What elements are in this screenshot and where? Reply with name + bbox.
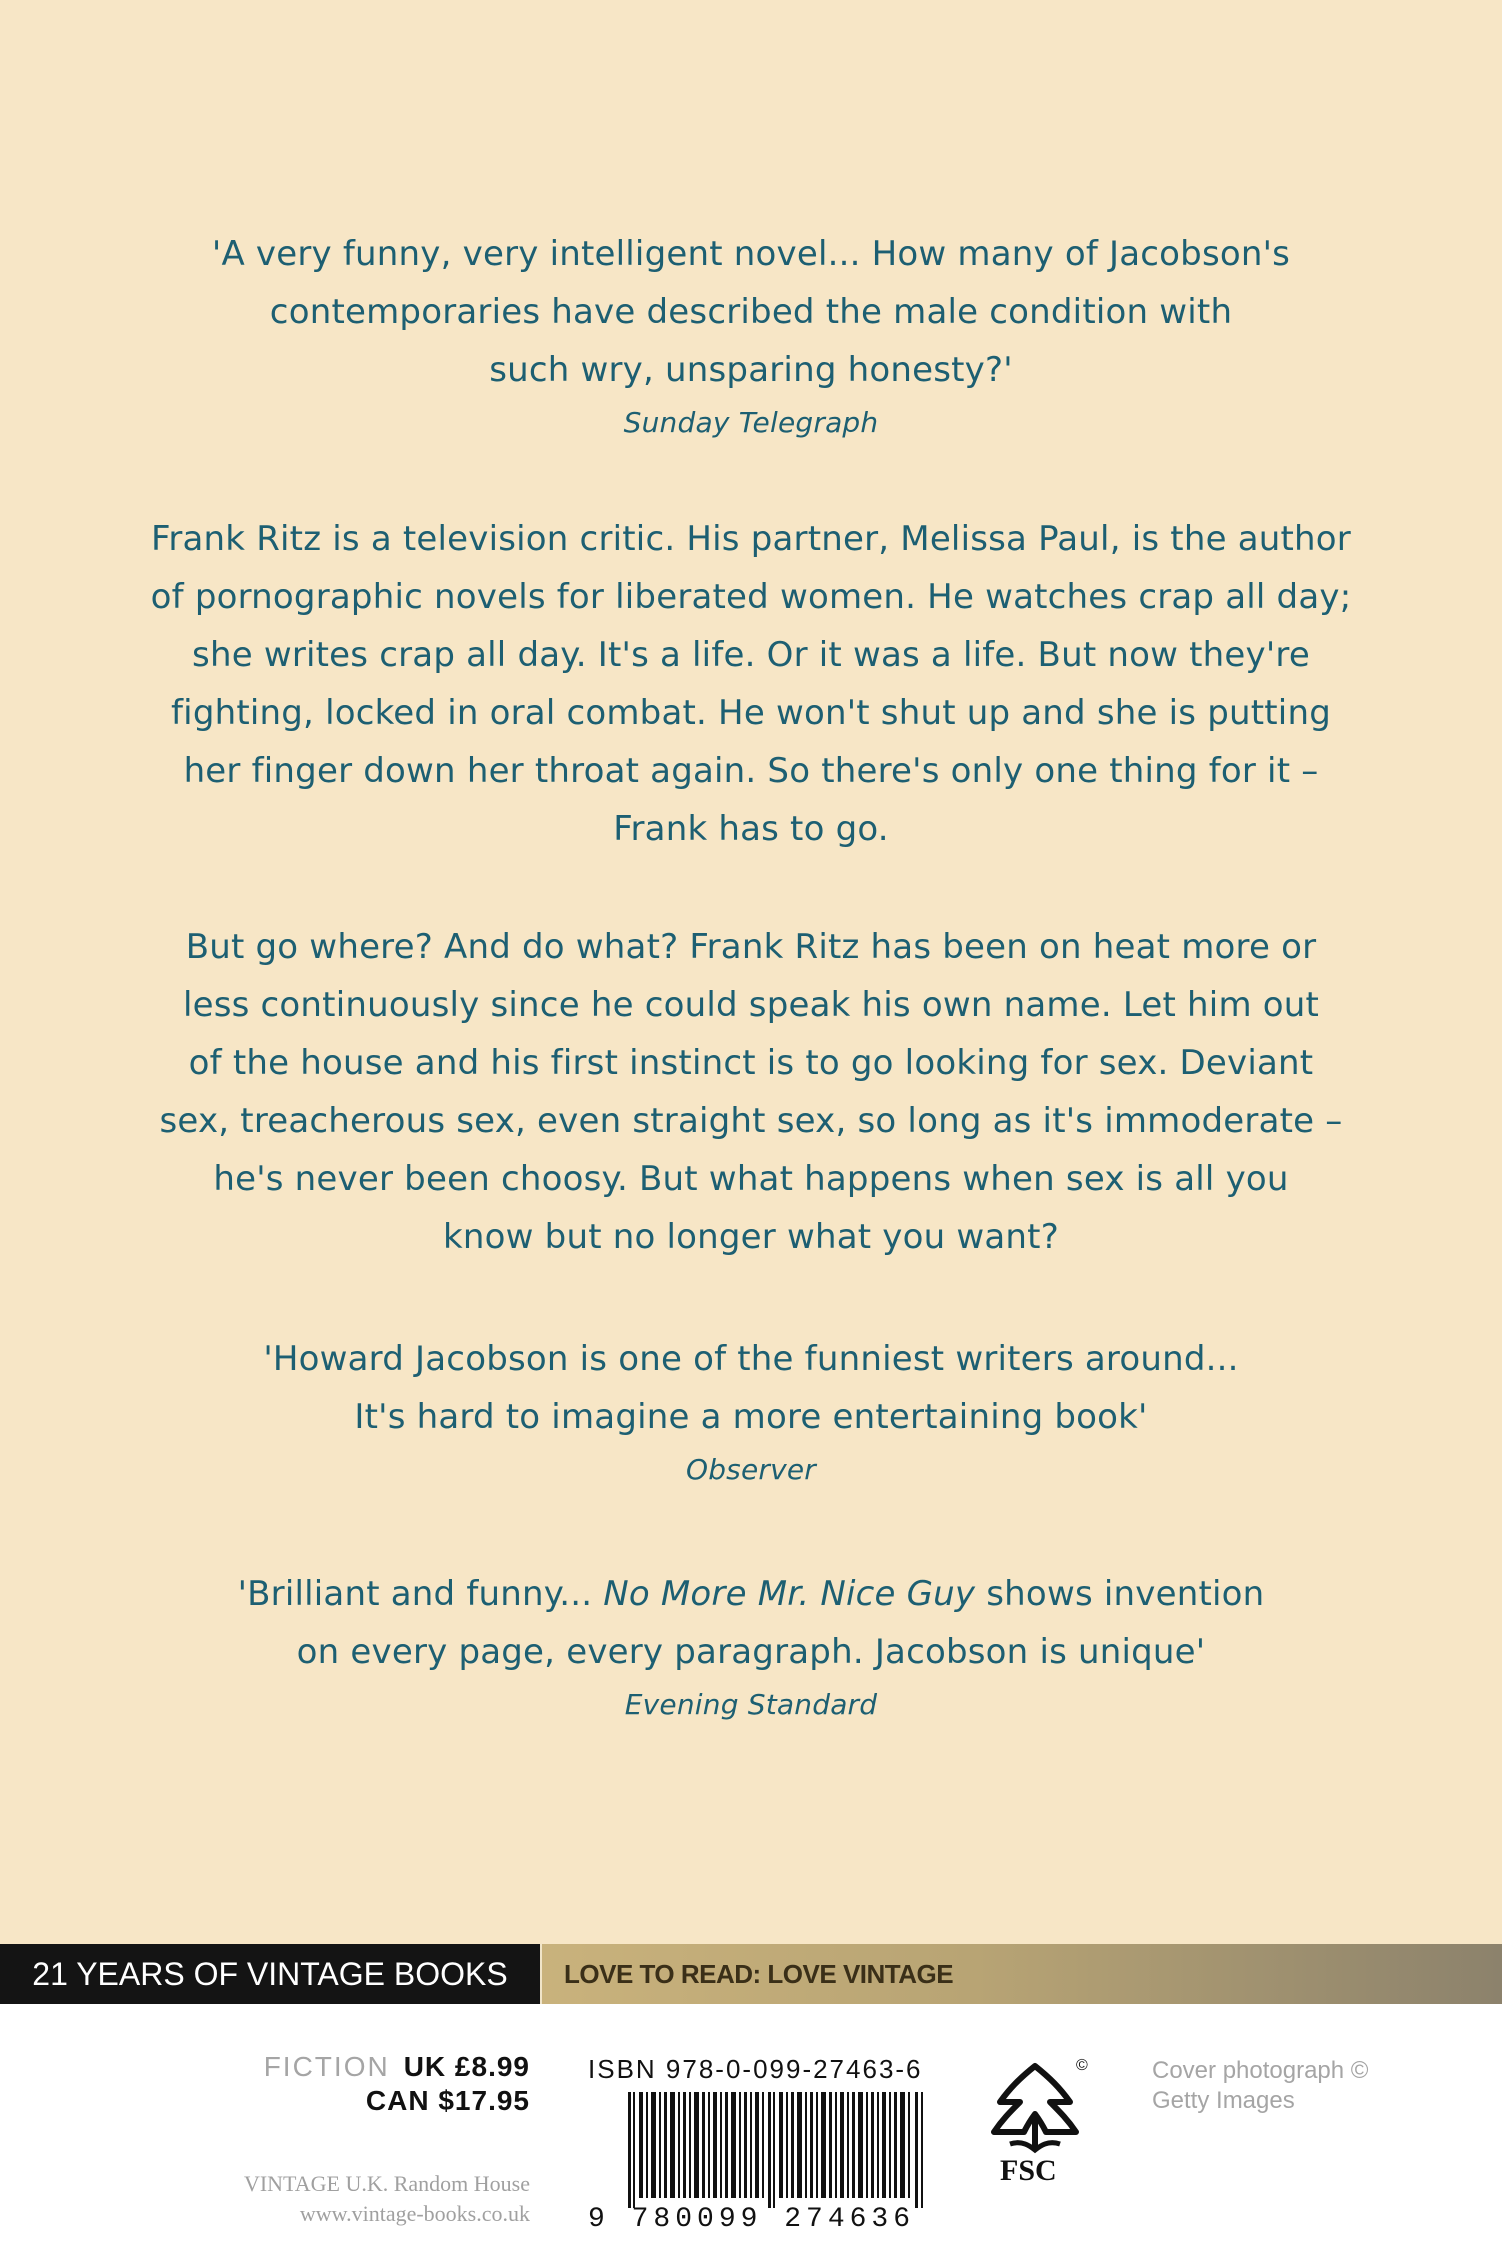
quote-line: 'Howard Jacobson is one of the funniest writers around...	[263, 1339, 1239, 1379]
quote-source: Sunday Telegraph	[623, 406, 879, 439]
quote-line: 'A very funny, very intelligent novel... How many of Jacobson's	[211, 234, 1291, 274]
quote-line: It's hard to imagine a more entertaining book'	[354, 1397, 1148, 1437]
quote-line: contemporaries have described the male condition with	[269, 292, 1233, 332]
blurb-line: her finger down her throat again. So there's only one thing for it –	[183, 751, 1319, 791]
imprint-block	[170, 2169, 530, 2229]
publisher-name: VINTAGE U.K. Random House	[243, 2171, 530, 2196]
barcode-panel	[0, 2004, 1502, 2241]
review-quote-3	[120, 1565, 1382, 1729]
blurb-line: of the house and his first instinct is to go looking for sex. Deviant	[188, 1043, 1314, 1083]
vintage-slogan: LOVE TO READ: LOVE VINTAGE	[542, 1944, 1502, 2004]
blurb-line: Frank has to go.	[613, 809, 889, 849]
barcode-icon	[628, 2092, 928, 2208]
blurb-line: But go where? And do what? Frank Ritz has been on heat more or	[185, 927, 1317, 967]
can-price: CAN $17.95	[365, 2085, 530, 2116]
blurb-paragraph-2	[120, 918, 1382, 1266]
blurb-paragraph-1	[120, 510, 1382, 858]
blurb-line: less continuously since he could speak his own name. Let him out	[182, 985, 1320, 1025]
barcode-digits: 9 780099 274636	[588, 2204, 916, 2235]
review-quote-2	[120, 1330, 1382, 1494]
quote-source: Evening Standard	[624, 1688, 878, 1721]
quote-text: 'Brilliant and funny...	[237, 1574, 604, 1614]
review-quote-1	[120, 225, 1382, 447]
category-label: FICTION	[263, 2051, 390, 2082]
blurb-line: Frank Ritz is a television critic. His partner, Melissa Paul, is the author	[151, 519, 1351, 559]
quote-source: Observer	[685, 1453, 817, 1486]
fsc-copyright: ©	[1076, 2057, 1088, 2074]
book-title: No More Mr. Nice Guy	[603, 1574, 976, 1614]
blurb-line: sex, treacherous sex, even straight sex, so long as it's immoderate –	[159, 1101, 1343, 1141]
fsc-label: FSC	[1000, 2154, 1057, 2187]
publisher-band	[0, 1944, 1502, 2004]
price-block	[230, 2050, 530, 2118]
credit-line: Cover photograph ©	[1152, 2057, 1369, 2084]
blurb-line: know but no longer what you want?	[443, 1217, 1059, 1257]
quote-line: on every page, every paragraph. Jacobson is unique'	[296, 1632, 1206, 1672]
vintage-anniversary-label: 21 YEARS OF VINTAGE BOOKS	[0, 1944, 542, 2004]
blurb-line: of pornographic novels for liberated women. He watches crap all day;	[150, 577, 1352, 617]
quote-text: shows invention	[975, 1574, 1265, 1614]
blurb-line: she writes crap all day. It's a life. Or it was a life. But now they're	[192, 635, 1310, 675]
credit-line: Getty Images	[1152, 2087, 1295, 2114]
uk-price: UK £8.99	[403, 2051, 530, 2082]
publisher-website: www.vintage-books.co.uk	[299, 2201, 530, 2226]
blurb-line: he's never been choosy. But what happens when sex is all you	[213, 1159, 1289, 1199]
quote-line	[120, 1565, 1382, 1623]
photo-credit	[1152, 2056, 1452, 2116]
blurb-line: fighting, locked in oral combat. He won't shut up and she is putting	[171, 693, 1331, 733]
isbn-label: ISBN 978-0-099-27463-6	[588, 2054, 923, 2084]
quote-line: such wry, unsparing honesty?'	[489, 350, 1013, 390]
